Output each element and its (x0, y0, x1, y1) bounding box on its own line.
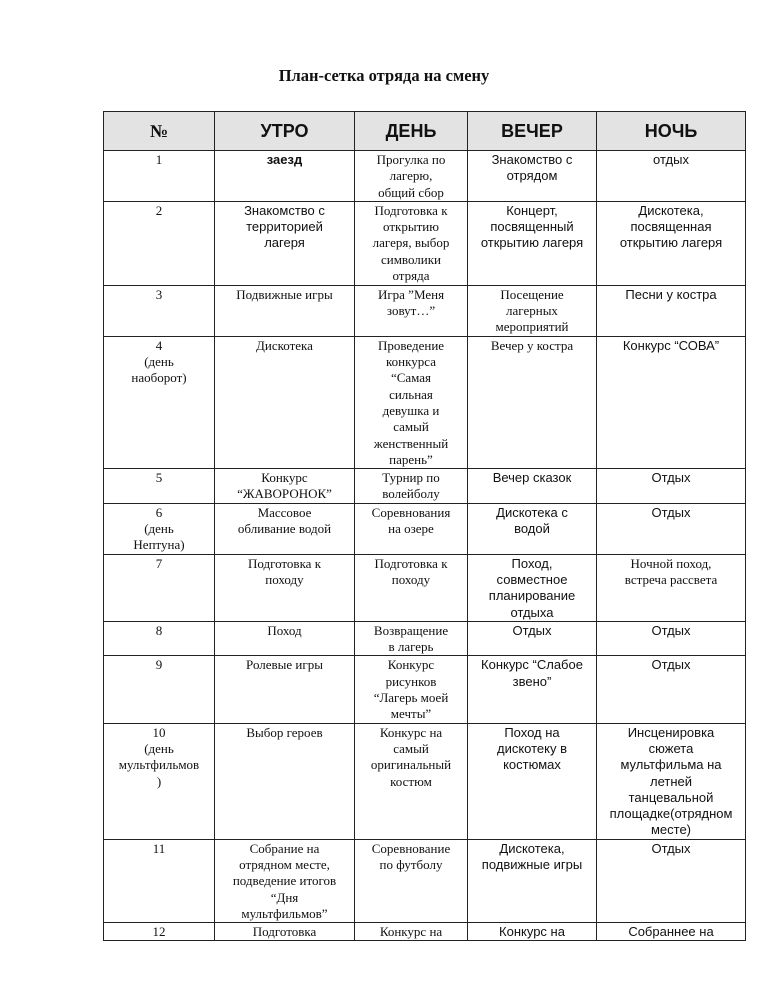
cell-line: (день (144, 354, 174, 370)
cell-night (597, 923, 746, 941)
cell-line: по футболу (379, 856, 443, 872)
cell-evening (468, 503, 597, 554)
cell-line: 11 (152, 840, 166, 856)
cell-night (597, 554, 746, 621)
cell-line: Турнир по (382, 470, 440, 486)
cell-line: мероприятий (495, 319, 569, 335)
cell-line: 6 (155, 504, 163, 520)
cell-line: звено” (512, 673, 552, 689)
cell-morning (215, 336, 355, 468)
cell-day (355, 151, 468, 202)
cell-line: открытию лагеря (480, 235, 584, 251)
cell-evening (468, 621, 597, 656)
cell-line: Поход (267, 622, 302, 638)
cell-line: мультфильмов” (241, 905, 328, 921)
cell-night (597, 336, 746, 468)
cell-line: Концерт, (506, 202, 558, 218)
cell-evening (468, 151, 597, 202)
cell-line: зовут…” (386, 303, 436, 319)
cell-line: отдых (653, 152, 689, 167)
cell-line: 3 (155, 286, 163, 302)
cell-night (597, 469, 746, 504)
cell-line: 4 (155, 337, 163, 353)
cell-line: Выбор героев (246, 724, 323, 740)
table-row (104, 839, 746, 922)
cell-line: сюжета (648, 740, 694, 756)
cell-line: посвященная (630, 219, 712, 235)
cell-morning (215, 723, 355, 839)
cell-day (355, 201, 468, 285)
cell-line: Песни у костра (625, 286, 717, 302)
cell-line: Конкурс на (379, 924, 443, 940)
cell-line: конкурса (386, 354, 436, 370)
cell-line: походу (391, 571, 431, 587)
cell-line: Игра ”Меня (377, 286, 445, 302)
cell-line: на озере (388, 521, 434, 537)
cell-line: Подготовка к (247, 555, 322, 571)
cell-number (104, 554, 215, 621)
cell-number (104, 923, 215, 941)
cell-line: рисунков (385, 673, 437, 689)
cell-morning (215, 621, 355, 656)
cell-line: парень” (389, 451, 433, 467)
cell-morning (215, 839, 355, 922)
cell-line: символики (380, 251, 442, 267)
cell-line: Инсценировка (627, 724, 715, 740)
cell-morning (215, 201, 355, 285)
header-evening: ВЕЧЕР (468, 112, 597, 151)
table-row (104, 336, 746, 468)
table-row (104, 285, 746, 336)
cell-line: Ролевые игры (246, 657, 323, 673)
cell-day (355, 923, 468, 941)
cell-line: общий сбор (378, 184, 444, 200)
cell-line: 12 (152, 924, 166, 940)
cell-line: отрядном месте, (239, 856, 330, 872)
cell-line: заезд (266, 152, 303, 167)
cell-morning (215, 151, 355, 202)
cell-line: Проведение (377, 337, 445, 353)
cell-number (104, 151, 215, 202)
cell-line: Знакомство с (491, 152, 573, 167)
cell-line: Подготовка (252, 924, 317, 940)
cell-line: самый (393, 419, 429, 435)
cell-evening (468, 923, 597, 941)
cell-line: костюмах (503, 757, 561, 773)
cell-day (355, 621, 468, 656)
cell-line: “Лагерь моей (373, 690, 449, 706)
cell-line: (день (144, 740, 174, 756)
cell-line: Нептуна) (133, 537, 185, 553)
cell-line: открытию (383, 219, 439, 235)
cell-line: Ночной поход, (630, 555, 712, 571)
cell-number (104, 469, 215, 504)
cell-line: Конкурс (387, 657, 435, 673)
cell-line: 10 (152, 724, 166, 740)
cell-line: “Дня (270, 889, 299, 905)
cell-line: Отдых (651, 657, 691, 673)
cell-day (355, 554, 468, 621)
cell-line: ) (156, 773, 162, 789)
schedule-table (103, 111, 746, 941)
cell-line: Дискотека, (499, 840, 565, 856)
cell-line: площадке(отрядном (609, 806, 733, 822)
cell-line: Подготовка к (374, 555, 448, 571)
table-row (104, 656, 746, 723)
cell-line: дискотеку в (496, 740, 567, 756)
cell-evening (468, 336, 597, 468)
cell-line: Отдых (651, 622, 691, 638)
cell-line: лагерю, (389, 168, 433, 184)
cell-line: (день (144, 521, 174, 537)
cell-number (104, 201, 215, 285)
cell-day (355, 469, 468, 504)
cell-day (355, 503, 468, 554)
cell-evening (468, 469, 597, 504)
cell-line: Отдых (651, 840, 691, 856)
cell-evening (468, 656, 597, 723)
cell-night (597, 839, 746, 922)
cell-line: Конкурс на (499, 924, 565, 940)
cell-evening (468, 285, 597, 336)
cell-line: посвященный (490, 219, 574, 235)
header-night: НОЧЬ (597, 112, 746, 151)
cell-line: Собрание на (249, 840, 320, 856)
cell-line: “Самая (390, 370, 432, 386)
cell-night (597, 285, 746, 336)
cell-line: костюм (390, 773, 432, 789)
cell-line: 9 (155, 657, 163, 673)
cell-line: Отдых (512, 622, 552, 638)
cell-line: Собраннее на (628, 924, 714, 940)
cell-line: 7 (155, 555, 163, 571)
table-row (104, 201, 746, 285)
cell-line: сильная (389, 386, 433, 402)
cell-line: девушка и (382, 402, 440, 418)
cell-line: Посещение (500, 286, 564, 302)
header-number: № (104, 112, 215, 151)
cell-line: походу (265, 571, 304, 587)
table-row (104, 151, 746, 202)
header-morning: УТРО (215, 112, 355, 151)
cell-line: Конкурс “Слабое (481, 657, 583, 673)
cell-line: лагеря (264, 235, 305, 251)
cell-line: Конкурс (261, 470, 308, 486)
cell-number (104, 723, 215, 839)
cell-line: наоборот) (131, 370, 187, 386)
cell-morning (215, 656, 355, 723)
cell-day (355, 839, 468, 922)
cell-night (597, 503, 746, 554)
cell-line: подвижные игры (481, 856, 583, 872)
cell-evening (468, 554, 597, 621)
table-row (104, 621, 746, 656)
cell-morning (215, 285, 355, 336)
header-row (104, 112, 746, 151)
cell-line: Дискотека, (638, 202, 704, 218)
cell-night (597, 656, 746, 723)
cell-line: обливание водой (237, 521, 332, 537)
cell-line: Отдых (651, 470, 691, 486)
cell-line: Прогулка по (376, 152, 446, 167)
cell-line: планирование (488, 588, 576, 604)
cell-day (355, 723, 468, 839)
cell-number (104, 336, 215, 468)
cell-day (355, 656, 468, 723)
cell-line: отрядом (506, 168, 558, 184)
cell-line: Конкурс “СОВА” (622, 337, 720, 353)
cell-line: 1 (155, 152, 163, 167)
cell-line: оригинальный (370, 757, 452, 773)
cell-line: 5 (155, 470, 163, 486)
cell-line: подведение итогов (232, 873, 337, 889)
cell-line: отряда (392, 268, 430, 284)
cell-line: Вечер у костра (490, 337, 574, 353)
cell-line: женственный (373, 435, 449, 451)
cell-morning (215, 503, 355, 554)
cell-night (597, 201, 746, 285)
table-row (104, 503, 746, 554)
table-row (104, 923, 746, 941)
cell-line: водой (514, 521, 550, 537)
cell-line: Знакомство с (244, 202, 325, 218)
cell-number (104, 839, 215, 922)
cell-number (104, 621, 215, 656)
cell-line: территорией (246, 219, 323, 235)
cell-morning (215, 469, 355, 504)
cell-line: 2 (155, 202, 163, 218)
cell-line: Подготовка к (374, 202, 448, 218)
cell-line: Дискотека (256, 337, 313, 353)
cell-evening (468, 723, 597, 839)
page-title: План-сетка отряда на смену (278, 66, 490, 85)
header-day: ДЕНЬ (355, 112, 468, 151)
cell-day (355, 285, 468, 336)
cell-line: мультфильма на (620, 757, 722, 773)
cell-line: встреча рассвета (624, 571, 718, 587)
cell-day (355, 336, 468, 468)
cell-line: Отдых (651, 504, 691, 520)
cell-line: 8 (155, 622, 163, 638)
cell-night (597, 621, 746, 656)
cell-number (104, 285, 215, 336)
cell-line: Соревнования (371, 504, 451, 520)
cell-evening (468, 201, 597, 285)
table-row (104, 554, 746, 621)
cell-line: летней (649, 773, 692, 789)
cell-line: месте) (650, 822, 692, 838)
cell-line: Возвращение (373, 622, 449, 638)
cell-line: танцевальной (628, 789, 714, 805)
cell-line: совместное (496, 571, 568, 587)
cell-line: Вечер сказок (492, 470, 572, 486)
table-row (104, 723, 746, 839)
cell-line: Соревнование (371, 840, 451, 856)
cell-line: лагерных (506, 303, 558, 319)
cell-line: Массовое (257, 504, 312, 520)
cell-line: в лагерь (388, 639, 434, 655)
cell-line: мечты” (390, 706, 432, 722)
cell-line: “ЖАВОРОНОК” (237, 486, 332, 502)
cell-line: Дискотека с (496, 504, 568, 520)
table-row (104, 469, 746, 504)
cell-night (597, 151, 746, 202)
cell-line: Конкурс на (379, 724, 443, 740)
cell-line: Поход на (504, 724, 560, 740)
cell-morning (215, 554, 355, 621)
cell-evening (468, 839, 597, 922)
cell-line: Подвижные игры (236, 286, 333, 302)
cell-night (597, 723, 746, 839)
cell-line: лагеря, выбор (372, 235, 450, 251)
cell-line: самый (393, 740, 429, 756)
cell-line: отдыха (510, 604, 554, 620)
cell-line: Поход, (511, 555, 553, 571)
cell-number (104, 503, 215, 554)
cell-line: волейболу (382, 486, 440, 502)
cell-line: открытию лагеря (619, 235, 723, 251)
cell-morning (215, 923, 355, 941)
cell-line: мультфильмов (118, 757, 200, 773)
cell-number (104, 656, 215, 723)
